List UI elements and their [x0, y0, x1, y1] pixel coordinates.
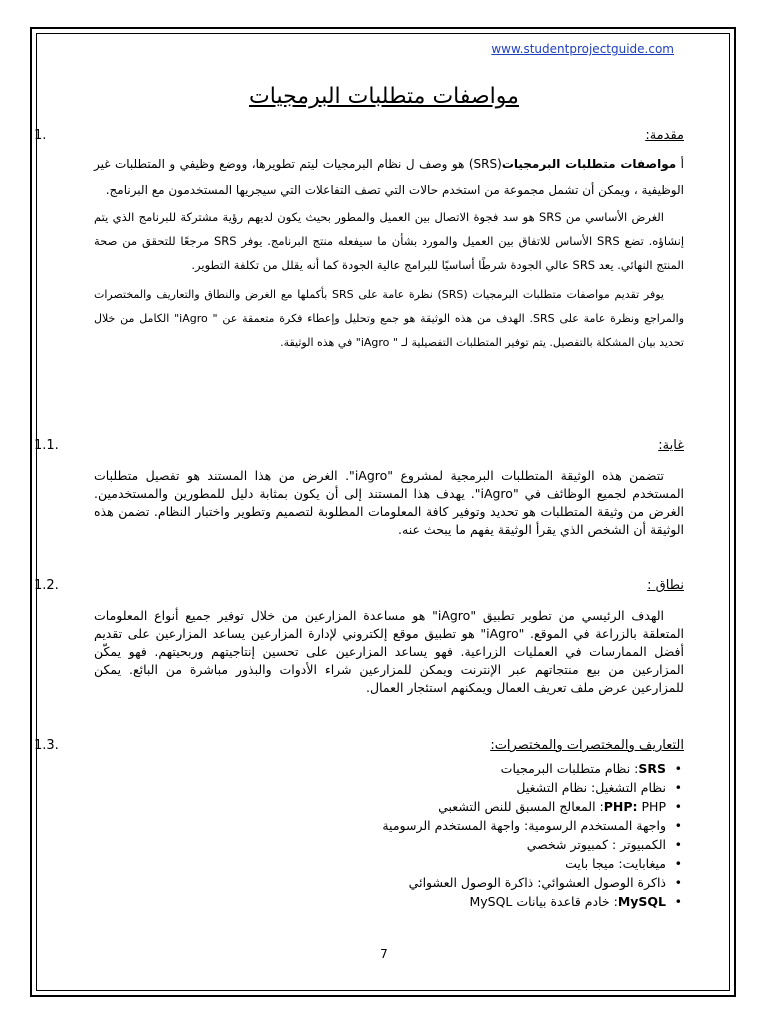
section-number: 1.1. [34, 438, 59, 453]
document-title: مواصفات متطلبات البرمجيات [249, 84, 519, 109]
list-item [94, 835, 666, 854]
section-scope [34, 578, 684, 697]
section-purpose [34, 438, 685, 539]
section-heading-text: غاية: [658, 438, 684, 453]
intro-paragraph-2: الغرض الأساسي من SRS هو سد فجوة الاتصال بين العميل والمطور بحيث يكون لديهم رؤية مشتركة للبرنامج الذي يتم إنشاؤه. تضع SRS الأساس للاتفاق بين العميل والمورد بشأن ما سيفعله منتج البرنامج. يوفر SRS مرجعًا للتحقق من صحة المنتج النهائي. يعد SRS عالي الجودة شرطًا أساسيًا للبرامج عالية الجودة كما أنه يقلل من تكلفة التطوير. [94, 210, 685, 272]
scope-paragraph: الهدف الرئيسي من تطوير تطبيق "iAgro" هو مساعدة المزارعين من خلال توفير جميع أنواع المعلومات المتعلقة بالزراعة في الموقع. "iAgro" هو تطبيق موقع إلكتروني لإدارة المزارعين يساعد المزارعين على تقديم أفضل الممارسات في العمليات الزراعية. فهو يساعد المزارعين على تحسين إنتاجيتهم وربحيتهم. فهو يمكّن المزارعين من بيع منتجاتهم عبر الإنترنت ويمكن للمزارعين شراء الأدوات والبذور مباشرة من البائع. يمكن للمزارعين عرض ملف تعريف العمال ويمكنهم استئجار العمال. [94, 608, 684, 695]
list-item [94, 854, 666, 873]
para-text: (SRS) هو وصف ل نظام البرمجيات ليتم تطويرها، ووضع وظيفي و المتطلبات غير الوظيفية ، ويمكن أن تشمل مجموعة من استخدم حالات التي تصف التفاعلات التي سيجريها المستخدمون مع البرنامج. [94, 157, 684, 197]
section-heading-text: نطاق : [647, 578, 684, 593]
definition: ميغابايت: ميجا بايت [565, 856, 666, 871]
definition: : نظام متطلبات البرمجيات [500, 761, 639, 776]
section-heading [34, 128, 684, 143]
bold-term: مواصفات متطلبات البرمجيات [501, 157, 677, 171]
header-url-link[interactable]: www.studentprojectguide.com [491, 42, 674, 56]
section-number: 1.2. [34, 578, 59, 593]
definition: واجهة المستخدم الرسومية: واجهة المستخدم الرسومية [382, 818, 666, 833]
definition: PHP: المعالج المسبق للنص التشعبي [438, 799, 666, 814]
list-item [94, 873, 666, 892]
section-heading [34, 438, 684, 453]
term: PHP: [603, 799, 638, 814]
section-heading-text: مقدمة: [645, 128, 684, 143]
section-heading [34, 738, 684, 753]
section-number: 1. [34, 128, 47, 143]
section-heading [34, 578, 684, 593]
definition: الكمبيوتر : كمبيوتر شخصي [526, 837, 666, 852]
list-item [94, 778, 666, 797]
para-lead: أ [676, 157, 685, 171]
purpose-paragraph: تتضمن هذه الوثيقة المتطلبات البرمجية لمشروع "iAgro". الغرض من هذا المستند هو تفصيل متطلبات المستخدم لجميع الوظائف في "iAgro". يهدف هذا المستند إلى أن يكون بمثابة دليل للمطورين والمستخدمين. الغرض من وثيقة المتطلبات هو تحديد وتوفير كافة المعلومات المطلوبة لتصميم وتطوير واختبار النظام. تضمن هذه الوثيقة أن الشخص الذي يقرأ الوثيقة يفهم ما يبحث عنه. [94, 468, 685, 537]
intro-paragraph-3: يوفر تقديم مواصفات متطلبات البرمجيات (SRS) نظرة عامة على SRS بأكملها مع الغرض والنطاق والتعاريف والمختصرات والمراجع ونظرة عامة على SRS. الهدف من هذه الوثيقة هو جمع وتحليل وإعطاء فكرة متعمقة عن " iAgro" الكامل من خلال تحديد بيان المشكلة بالتفصيل. يتم توفير المتطلبات التفصيلية لـ " iAgro" في هذه الوثيقة. [94, 288, 684, 349]
list-item [94, 892, 666, 911]
section-intro [34, 128, 685, 355]
definition: نظام التشغيل: نظام التشغيل [516, 780, 666, 795]
definitions-list [94, 759, 684, 911]
term: MySQL [617, 894, 666, 909]
intro-paragraph-1 [94, 151, 684, 203]
section-number: 1.3. [34, 738, 59, 753]
list-item [94, 816, 666, 835]
section-heading-text: التعاريف والمختصرات والمختصرات: [490, 738, 684, 753]
definition: : خادم قاعدة بيانات MySQL [469, 894, 618, 909]
list-item [94, 759, 666, 778]
page-number: 7 [380, 947, 388, 961]
section-definitions [34, 738, 684, 911]
list-item [94, 797, 666, 816]
term: SRS [638, 761, 666, 776]
definition: ذاكرة الوصول العشوائي: ذاكرة الوصول العشوائي [408, 875, 666, 890]
